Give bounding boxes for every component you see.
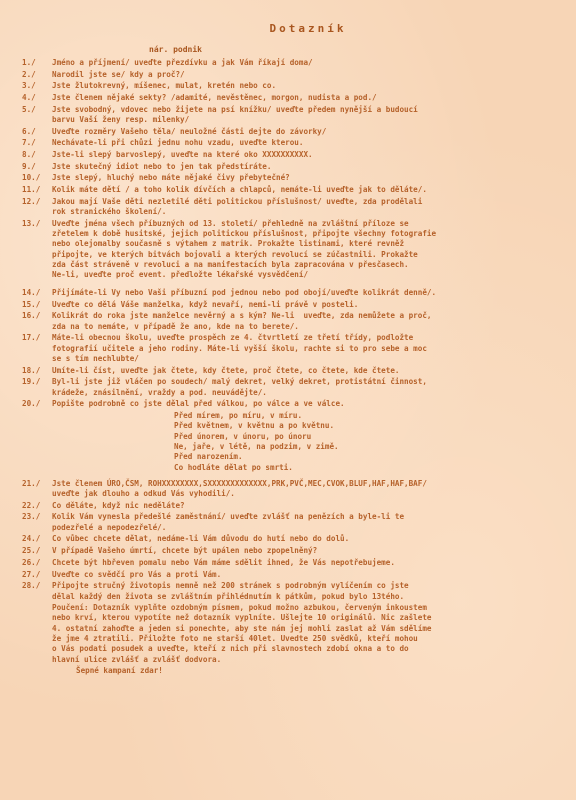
question-number: 15./ [22, 299, 41, 309]
instruction-paragraph: Poučení: Dotazník vyplňte ozdobným písmem, pokud možno azbukou, červeným inkoustem nebo krví, kterou vypotíte než dotazník vyplníte. Ušlejte 10 originálů. Nic zašlete 4. ostatní zahoďte a jeden si ponechte, aby ste nám jej mohli zaslat až Vám sdělíme že jme 4 ztratili. Přiložte foto ne starší 40let. Uvedte 250 svědků, kteří mohou o Vás podati posudek a uveďte, kteří z nich při slavnostech zdobí okna a to do hlavní ulice zvlášť a zvlášť dodvora. [52, 603, 432, 664]
question-number: 24./ [22, 534, 41, 544]
question-text: Co vůbec chcete dělat, nedáme-li Vám důvodu do hutí nebo do dolů. [52, 534, 350, 544]
question-text: Jste svobodný, vdovec nebo žijete na psí knížku/ uveďte předem nynější a budoucí barvu Vaší ženy resp. milenky/ [52, 104, 418, 125]
poem-line: Co hodláte dělat po smrti. [174, 462, 293, 472]
question-text: Kolikrát do roka jste manželce nevěrný a s kým? Ne-li uveďte, zda nemůžete a proč, zda na to nemáte, v případě že ano, kde na to berete/. [52, 311, 432, 331]
question-text: Jste skutečný idiot nebo to jen tak předstíráte. [52, 161, 272, 171]
question-item [22, 581, 554, 602]
question-list-a [22, 58, 554, 281]
question-list-b [22, 288, 554, 410]
question-number: 16./ [22, 311, 41, 321]
question-item [22, 311, 554, 332]
question-number: 11./ [22, 185, 41, 195]
question-text: Umíte-li číst, uveďte jak čtete, kdy čtete, proč čtete, co čtete, kde čtete. [52, 365, 400, 375]
question-text: Jste členem ÚRO,ČSM, ROHXXXXXXXX,SXXXXXXXXXXXXX,PRK,PVČ,MEC,CVOK,BLUF,HAF,HAF,BAF/ uveďte jak dlouho a odkud Vás vyhodili/. [52, 478, 427, 499]
question-text: Uveďte rozměry Vašeho těla/ neuložné části dejte do závorky/ [52, 126, 327, 136]
question-text: Přijímáte-li Vy nebo Vaši příbuzní pod jednou nebo pod obojí/uveďte kolikrát denně/. [52, 288, 437, 298]
question-item [22, 512, 554, 533]
question-number: 20./ [22, 399, 41, 409]
question-item [22, 81, 554, 91]
question-item [22, 558, 554, 568]
question-number: 6./ [22, 126, 36, 136]
question-text: Uveďte jména všech příbuzných od 13. století/ přehledně na zvláštní příloze se zřetelem k době husitské, jejich politickou příslušnost, připojte všechny fotografie nebo olejomalby současně s výtahem z matrik. Prokažte listinami, které revněž připojte, ve kterých bitvách bojovali a kterých revolucí se zúčastnili. Prokažte zda část stráveně v revoluci a na manifestacích byla zapracována v přesčasech. Ne-li, uveďte proč event. předložte lékařské vysvědčení/ [52, 218, 437, 280]
question-item [22, 162, 554, 172]
question-item [22, 479, 554, 500]
question-text: Byl-li jste již vláčen po soudech/ malý dekret, velký dekret, protistátní činnost, krádeže, znásilnění, vraždy a pod. neuvádějte/. [52, 377, 427, 397]
question-item [22, 150, 554, 160]
question-item [22, 300, 554, 310]
question-number: 18./ [22, 365, 41, 375]
question-item [22, 70, 554, 80]
question-text: Jste žlutokrevný, míšenec, mulat, kretén nebo co. [52, 81, 277, 91]
question-number: 4./ [22, 93, 36, 103]
question-text: Jste členem nějaké sekty? /adamité, nevěstěnec, morgon, nudista a pod./ [52, 93, 377, 103]
question-item [22, 399, 554, 409]
question-item [22, 58, 554, 68]
question-text: Uveďte co svědčí pro Vás a proti Vám. [52, 569, 222, 579]
question-item [22, 288, 554, 298]
question-number: 28./ [22, 581, 41, 591]
poem-line: Ne, jaře, v létě, na podzim, v zimě. [174, 441, 339, 451]
question-number: 14./ [22, 288, 41, 298]
question-item [22, 93, 554, 103]
question-number: 7./ [22, 138, 36, 148]
question-number: 10./ [22, 173, 41, 183]
question-item [22, 333, 554, 364]
question-item [22, 173, 554, 183]
question-item [22, 185, 554, 195]
question-text: Nechávate-li při chůzi jednu nohu vzadu, uveďte kterou. [52, 138, 304, 148]
question-number: 9./ [22, 161, 36, 171]
question-text: Uveďte co dělá Váše manželka, když nevaří, nemi-li právě v posteli. [52, 299, 359, 309]
question-text: Jakou mají Vaše děti nezletilé děti politickou příslušnost/ uveďte, zda prodělali rok stranického školení/. [52, 196, 423, 217]
poem-line: Před únorem, v únoru, po únoru [174, 431, 312, 441]
question-item [22, 138, 554, 148]
question-item [22, 127, 554, 137]
question-item [22, 197, 554, 218]
question-number: 3./ [22, 81, 36, 91]
question-number: 27./ [22, 569, 41, 579]
question-number: 5./ [22, 104, 36, 114]
poem-line: Před narozením. [174, 452, 243, 462]
question-number: 17./ [22, 333, 41, 343]
question-item [22, 501, 554, 511]
question-text: Jméno a příjmení/ uveďte přezdívku a jak Vám říkají doma/ [52, 58, 313, 67]
question-number: 19./ [22, 377, 41, 387]
question-number: 22./ [22, 500, 41, 510]
subtitle: nár. podnik [149, 45, 202, 54]
question-text: Chcete být hbřeven pomalu nebo Vám máme sdělit ihned, že Vás nepotřebujeme. [52, 557, 395, 567]
question-number: 23./ [22, 512, 41, 522]
question-number: 25./ [22, 546, 41, 556]
question-text: Připojte stručný životopis nemně než 200 stránek s podrobným vylíčením co jste dělal každý den života se zvláštním přihlédnutím k pátkům, pokud bylo 13tého. [52, 581, 409, 601]
question-text: Popište podrobně co jste dělal před válkou, po válce a ve válce. [52, 399, 345, 409]
question-text: V případě Vašeho úmrtí, chcete být upálen nebo zpopelněný? [52, 546, 318, 556]
question-text: Narodil jste se/ kdy a proč?/ [52, 69, 185, 79]
question-number: 21./ [22, 478, 41, 488]
question-list-c [22, 479, 554, 602]
question-text: Máte-li obecnou školu, uveďte prospěch ze 4. čtvrtletí ze třetí třídy, podložte fotografií učitele a jeho rodiny. Máte-li vyšší školu, rachte si to pro sebe a moc se s tím nechlubte/ [52, 333, 427, 363]
question-text: Kolik Vám vynesla předešlé zaměstnání/ uveďte zvlášť na penězích a byle-li te podezřelé a nepodezřelé/. [52, 512, 405, 532]
question-text: Co děláte, když nic neděláte? [52, 500, 185, 510]
question-number: 13./ [22, 218, 41, 228]
question-text: Jste slepý, hluchý nebo máte nějaké čivy přebytečné? [52, 173, 290, 183]
question-number: 12./ [22, 196, 41, 206]
poem-block [174, 411, 554, 473]
question-text: Kolik máte dětí / a toho kolik dívčích a chlapců, nemáte-li uveďte jak to děláte/. [52, 185, 427, 195]
question-item [22, 546, 554, 556]
page-title: Dotazník [269, 22, 347, 35]
question-number: 8./ [22, 150, 36, 160]
question-item [22, 366, 554, 376]
instructions-block [52, 603, 554, 665]
closing-line: Šepné kampaní zdar! [76, 665, 163, 675]
question-item [22, 105, 554, 126]
question-item [22, 534, 554, 544]
question-text: Jste-li slepý barvoslepý, uveďte na které oko XXXXXXXXXX. [52, 150, 313, 160]
question-item [22, 377, 554, 398]
question-number: 2./ [22, 69, 36, 79]
question-item [22, 570, 554, 580]
question-number: 26./ [22, 557, 41, 567]
poem-line: Před mírem, po míru, v míru. [174, 411, 303, 421]
poem-line: Před květnem, v květnu a po květnu. [174, 421, 335, 431]
question-number: 1./ [22, 58, 36, 67]
question-item [22, 219, 554, 281]
